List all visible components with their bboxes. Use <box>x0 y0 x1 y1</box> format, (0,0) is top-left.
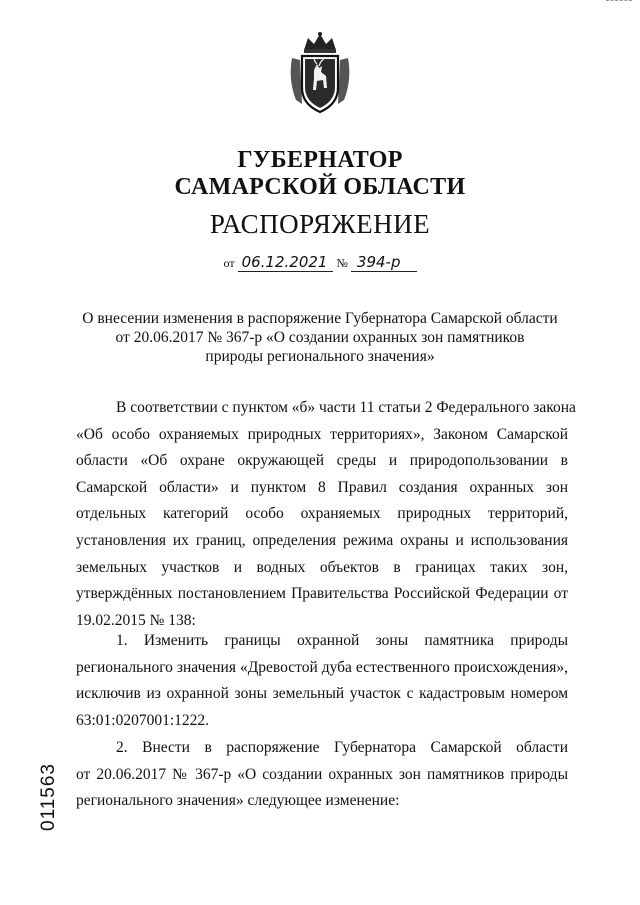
document-type-title: РАСПОРЯЖЕНИЕ <box>209 209 431 239</box>
text-line: 2. Внести в распоряжение Губернатора Самарской области <box>116 739 568 756</box>
text-line: исключив из охранной зоны земельный участок с кадастровым номером <box>76 685 568 703</box>
text-line: от 20.06.2017 № 367-р «О создании охранных зон памятников природы <box>76 765 568 783</box>
subject-line: О внесении изменения в распоряжение Губернатора Самарской области <box>82 310 558 327</box>
text-line: установления их границ, определения режима охраны и использования <box>76 531 568 549</box>
document-date: 06.12.2021 <box>238 253 334 272</box>
stamp-number-text: 011563 <box>38 763 59 831</box>
registration-stamp-number <box>38 752 60 842</box>
number-label: № <box>336 256 348 270</box>
subject-line: природы регионального значения» <box>205 348 435 365</box>
date-prefix-label: от <box>223 256 235 270</box>
issuer-title-line1: ГУБЕРНАТОР <box>237 147 403 173</box>
text-line: Самарской области» и пунктом 8 Правил создания охранных зон <box>76 478 568 496</box>
text-line: области «Об охране окружающей среды и природопользовании в <box>76 452 568 470</box>
text-line: утверждённых постановлением Правительства Российской Федерации от <box>76 585 568 603</box>
text-line: В соответствии с пунктом «б» части 11 статьи 2 Федерального закона <box>116 399 576 416</box>
text-line: 63:01:0207001:1222. <box>76 711 210 729</box>
subject-line: от 20.06.2017 № 367-р «О создании охранных зон памятников <box>115 329 525 346</box>
date-number-line <box>0 253 640 271</box>
clause-2-paragraph <box>76 735 568 815</box>
text-line: «Об особо охраняемых природных территориях», Законом Самарской <box>76 425 568 443</box>
corner-mark <box>606 0 632 1</box>
text-line: земельных участков и водных объектов в границах таких зон, <box>76 558 568 576</box>
document-subject <box>0 309 640 366</box>
coat-of-arms-emblem <box>286 30 354 116</box>
text-line: 19.02.2015 № 138: <box>76 611 196 629</box>
document-number: 394-р <box>351 253 417 272</box>
text-line: регионального значения» следующее изменение: <box>76 792 400 810</box>
text-line: отдельных категорий особо охраняемых природных территорий, <box>76 505 568 523</box>
issuer-title-line2: САМАРСКОЙ ОБЛАСТИ <box>174 174 466 200</box>
text-line: регионального значения «Древостой дуба естественного происхождения», <box>76 658 568 676</box>
preamble-paragraph <box>76 395 576 634</box>
text-line: 1. Изменить границы охранной зоны памятника природы <box>116 632 568 649</box>
clause-1-paragraph <box>76 628 568 734</box>
